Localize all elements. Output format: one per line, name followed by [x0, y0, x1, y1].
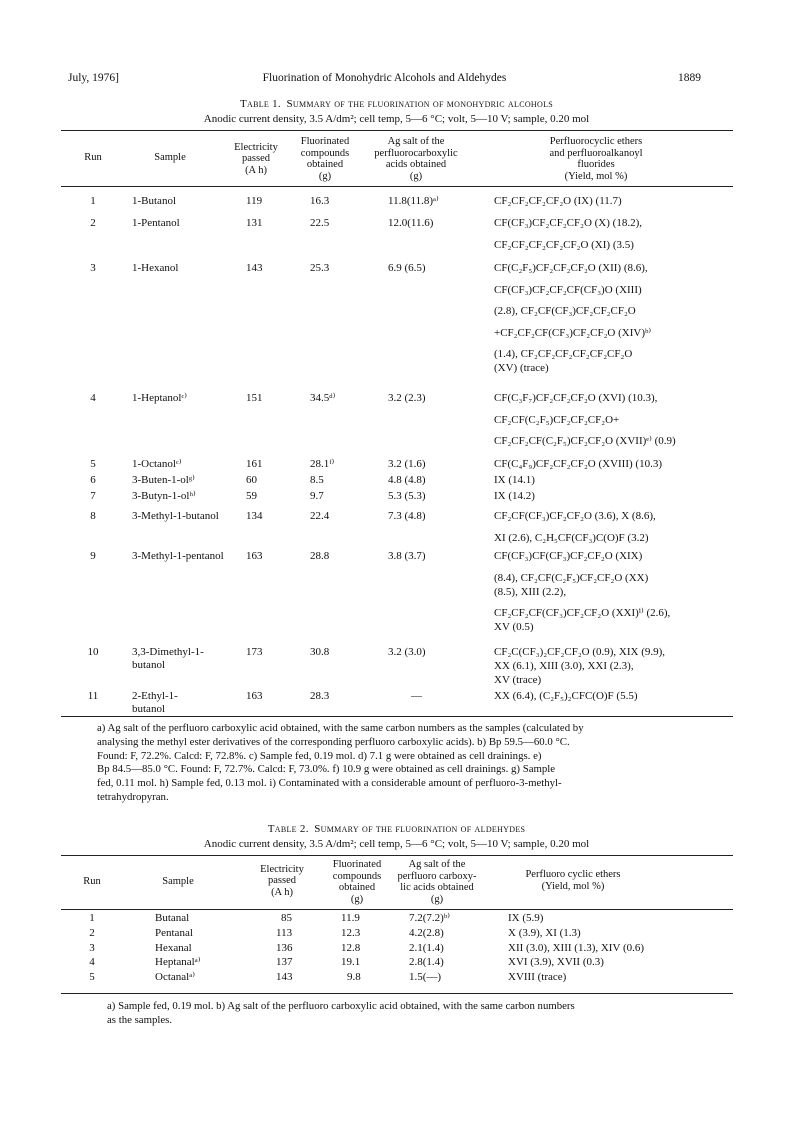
table2-col-ethers: Perfluoro cyclic ethers: [525, 869, 621, 880]
table2-cell-ethers: IX (5.9): [508, 912, 544, 924]
table1-col-ag-salt: perfluorocarboxylic: [374, 147, 458, 159]
table2-cell-fluorinated: 12.8: [341, 941, 361, 954]
table1-cell-ag-salt: 3.2 (3.0): [388, 646, 426, 658]
table1-cell-sample: butanol: [132, 659, 165, 671]
table2-cell-electricity: 85: [281, 912, 292, 924]
table2-cell-sample: Hexanal: [155, 941, 192, 954]
table2-cell-ethers: XII (3.0), XIII (1.3), XIV (0.6): [508, 941, 645, 954]
table1-col-electricity: Electricity: [234, 141, 278, 153]
table1-cell-run: 1: [90, 195, 96, 207]
table2-cell-run: 1: [89, 912, 95, 924]
table2-header-rule: [61, 909, 733, 910]
table2-cell-ethers: XVI (3.9), XVII (0.3): [508, 956, 604, 969]
table2-cell-electricity: 113: [276, 926, 293, 939]
table2-cell-run: 4: [89, 956, 95, 969]
table1-col-fluorinated: Fluorinated: [300, 136, 350, 147]
table1-col-sample: Sample: [154, 152, 186, 163]
table2-cell-sample: Heptanalᵃ⁾: [155, 956, 201, 969]
table1-col-fluorinated: compounds: [300, 147, 350, 159]
table1-cell-sample: butanol: [132, 703, 165, 715]
table1-cell-electricity: 143: [246, 262, 263, 274]
table1-cell-sample: 3-Methyl-1-pentanol: [132, 550, 224, 562]
table2-col-electricity: Electricity: [260, 863, 304, 875]
table1-cell-ethers: XI (2.6), C₂H₅CF(CF₃)C(O)F (3.2): [494, 531, 649, 544]
table1-col-fluorinated: (g): [318, 170, 332, 182]
table1-footnote-line: fed, 0.11 mol. h) Sample fed, 0.13 mol. i) Contaminated with a considerable amount of perfluoro-3-methyl-: [97, 777, 562, 790]
table2-cell-fluorinated: 19.1: [341, 956, 361, 969]
table1-cell-ethers: CF₂CF₂CF₂CF₂CF₂O (XI) (3.5): [494, 238, 634, 251]
table1-footnote-line: a) Ag salt of the perfluoro carboxylic acid obtained, with the same carbon numbers as the samples (calculated by: [97, 722, 584, 734]
table2-cell-ethers: X (3.9), XI (1.3): [508, 926, 581, 939]
page-number: 1889: [678, 72, 701, 84]
table1-col-ethers: and perfluoroalkanoyl: [549, 147, 643, 159]
table2-label: Table 2.: [267, 823, 309, 835]
table1-cell-ag-salt: 12.0(11.6): [388, 217, 434, 229]
table1-col-ag-salt: acids obtained: [385, 159, 447, 170]
table2-col-ag-salt: perfluoro carboxy-: [397, 870, 477, 882]
article-title: Fluorination of Monohydric Alcohols and Aldehydes: [262, 72, 507, 84]
table1-bottom-rule: [61, 716, 733, 717]
table1-cell-sample: 1-Octanolᶜ⁾: [132, 458, 182, 470]
table2-cell-ethers: XVIII (trace): [508, 971, 567, 984]
table1-cell-electricity: 119: [246, 195, 263, 207]
table1-cell-ethers: CF(C₄F₉)CF₂CF₂CF₂O (XVIII) (10.3): [494, 458, 662, 470]
table1-cell-electricity: 151: [246, 392, 263, 404]
table1-cell-electricity: 163: [246, 690, 263, 702]
table1-cell-ag-salt: 7.3 (4.8): [388, 510, 426, 522]
table1-cell-ag-salt: —: [411, 690, 422, 702]
table2-col-fluorinated: compounds: [332, 870, 382, 882]
table1-conditions: Anodic current density, 3.5 A/dm²; cell temp, 5—6 °C; volt, 5—10 V; sample, 0.20 mol: [203, 113, 590, 125]
table1-cell-fluorinated: 30.8: [310, 646, 330, 658]
table1-cell-ag-salt: 5.3 (5.3): [388, 490, 426, 502]
table2-col-electricity: passed: [268, 875, 296, 886]
table1-cell-ag-salt: 3.8 (3.7): [388, 550, 426, 562]
table2-cell-fluorinated: 12.3: [341, 926, 361, 939]
table1-cell-fluorinated: 8.5: [310, 474, 324, 486]
table1-cell-run: 2: [90, 217, 96, 229]
table2-col-ag-salt: lic acids obtained: [400, 882, 474, 893]
table2-cell-sample: Octanalᵃ⁾: [155, 971, 195, 984]
table2-top-rule: [61, 855, 733, 856]
table1-cell-ethers: XV (trace): [494, 674, 542, 686]
table2-col-run: Run: [83, 876, 101, 887]
table1-cell-ethers: XX (6.1), XIII (3.0), XXI (2.3),: [494, 660, 634, 672]
table1-col-ethers: fluorides: [577, 159, 615, 170]
table2-cell-electricity: 143: [276, 971, 293, 984]
running-header: [68, 72, 701, 88]
table1-cell-electricity: 59: [246, 490, 257, 502]
table1-cell-ag-salt: 3.2 (1.6): [388, 458, 426, 470]
table2-cell-run: 2: [89, 926, 95, 939]
table1-cell-fluorinated: 34.5ᵈ⁾: [310, 392, 336, 404]
table2-col-sample: Sample: [162, 876, 194, 887]
table1-col-electricity: passed: [242, 153, 270, 164]
table1-cell-ethers: CF(CF₃)CF₂CF₂CF(CF₃)O (XIII): [494, 283, 642, 296]
table1-cell-sample: 1-Butanol: [132, 195, 176, 207]
table1-top-rule: [61, 130, 733, 131]
table1-cell-ag-salt: 6.9 (6.5): [388, 262, 426, 274]
table1-cell-run: 10: [87, 646, 99, 658]
issue-date: July, 1976]: [68, 72, 120, 84]
table2-footnote-line: a) Sample fed, 0.19 mol. b) Ag salt of the perfluoro carboxylic acid obtained, with the same carbon numbers: [107, 1000, 575, 1012]
table2-cell-ag-salt: 4.2(2.8): [409, 926, 444, 939]
table1-cell-electricity: 134: [246, 510, 263, 522]
table1-cell-sample: 1-Pentanol: [132, 217, 180, 229]
table2-col-ag-salt: Ag salt of the: [408, 859, 466, 870]
table1-cell-run: 8: [90, 510, 96, 522]
table2-title: Summary of the fluorination of aldehydes: [314, 823, 526, 835]
table2-cell-sample: Butanal: [155, 912, 190, 924]
table1-cell-run: 9: [90, 550, 96, 562]
table2-cell-electricity: 136: [276, 941, 293, 954]
table1-cell-fluorinated: 9.7: [310, 490, 324, 502]
table2-col-ag-salt: (g): [430, 893, 444, 905]
table1-cell-ethers: CF(C₃F₇)CF₂CF₂CF₂O (XVI) (10.3),: [494, 392, 658, 404]
table2-col-fluorinated: Fluorinated: [332, 859, 382, 870]
table1-cell-ethers: (8.4), CF₂CF(C₂F₅)CF₂CF₂O (XX): [494, 571, 649, 584]
table2-col-ethers: (Yield, mol %): [541, 880, 605, 892]
table1-cell-run: 7: [90, 490, 96, 502]
table1-cell-electricity: 60: [246, 474, 257, 486]
table2-cell-ag-salt: 1.5(—): [409, 971, 442, 984]
table1-col-ag-salt: (g): [409, 170, 423, 182]
table1-cell-ethers: CF₂CF(C₂F₅)CF₂CF₂CF₂O+: [494, 413, 620, 426]
table1-col-ethers: (Yield, mol %): [564, 170, 628, 182]
table1-header-rule: [61, 186, 733, 187]
table1-cell-sample: 3-Butyn-1-olʰ⁾: [132, 490, 196, 502]
table1-cell-run: 3: [90, 262, 96, 274]
table1-col-run: Run: [84, 152, 102, 163]
table1-cell-sample: 3-Methyl-1-butanol: [132, 510, 219, 522]
table1-title: Summary of the fluorination of monohydric alcohols: [286, 98, 554, 110]
table2-cell-ag-salt: 2.1(1.4): [409, 941, 444, 954]
table1-cell-electricity: 173: [246, 646, 263, 658]
table1-cell-fluorinated: 25.3: [310, 262, 330, 274]
table1-cell-electricity: 163: [246, 550, 263, 562]
table1-footnote-line: tetrahydropyran.: [97, 791, 169, 803]
table1-cell-ethers: +CF₂CF₂CF(CF₃)CF₂CF₂O (XIV)ᵇ⁾: [494, 326, 652, 339]
table1-cell-ethers: (1.4), CF₂CF₂CF₂CF₂CF₂CF₂O: [494, 348, 633, 360]
table1-cell-sample: 3,3-Dimethyl-1-: [132, 646, 204, 658]
table1-cell-ethers: (8.5), XIII (2.2),: [494, 585, 567, 598]
table1-cell-electricity: 131: [246, 217, 263, 229]
table1-cell-ag-salt: 3.2 (2.3): [388, 392, 426, 404]
table1-cell-ethers: (2.8), CF₂CF(CF₃)CF₂CF₂CF₂O: [494, 305, 636, 317]
table2-cell-fluorinated: 9.8: [347, 971, 361, 984]
table1-cell-electricity: 161: [246, 458, 263, 470]
table1-cell-ethers: CF₂CF(CF₃)CF₂CF₂O (3.6), X (8.6),: [494, 510, 656, 522]
table2-footnote-line: as the samples.: [107, 1014, 173, 1026]
table2-col-electricity: (A h): [271, 886, 293, 898]
table1-cell-run: 5: [90, 458, 96, 470]
table1-cell-ethers: CF₂CF₂CF₂CF₂O (IX) (11.7): [494, 195, 622, 207]
table1-cell-ethers: IX (14.2): [494, 490, 535, 502]
table1-cell-ethers: CF₂CF₂CF(CF₃)CF₂CF₂O (XXI)ⁱ⁾ (2.6),: [494, 607, 671, 619]
table2-cell-fluorinated: 11.9: [341, 912, 360, 924]
table1-cell-run: 4: [90, 392, 96, 404]
table1-footnote-line: Found: F, 72.2%. Calcd: F, 72.8%. c) Sample fed, 0.19 mol. d) 7.1 g were obtained as cell drainings. e): [97, 749, 542, 762]
table1-footnote-line: analysing the methyl ester derivatives of the corresponding perfluoro carboxylic acids). b) Bp 59.5—60.0 °C.: [97, 735, 570, 748]
table1-cell-fluorinated: 28.1ᶠ⁾: [310, 458, 335, 470]
table1-cell-fluorinated: 28.8: [310, 550, 330, 562]
table2-cell-ag-salt: 7.2(7.2)ᵇ⁾: [409, 912, 450, 924]
table1-cell-sample: 1-Heptanolᶜ⁾: [132, 392, 187, 404]
table2-cell-ag-salt: 2.8(1.4): [409, 956, 444, 969]
table1-label: Table 1.: [239, 98, 281, 110]
table1-footnote-line: Bp 84.5—85.0 °C. Found: F, 72.7%. Calcd: F, 73.0%. f) 10.9 g were obtained as cell drainings. g) Sample: [97, 763, 556, 776]
table1-col-electricity: (A h): [245, 164, 267, 176]
table1-cell-ethers: CF₂C(CF₃)₂CF₂CF₂O (0.9), XIX (9.9),: [494, 646, 666, 658]
table2-cell-sample: Pentanal: [155, 926, 193, 939]
table2-cell-electricity: 137: [276, 956, 293, 969]
table2-col-fluorinated: (g): [350, 893, 364, 905]
table1-cell-run: 11: [87, 690, 99, 702]
table1-cell-ethers: XV (0.5): [494, 621, 534, 633]
table1-cell-ethers: CF(CF₃)CF₂CF₂CF₂O (X) (18.2),: [494, 217, 642, 229]
table1-cell-ag-salt: 4.8 (4.8): [388, 474, 426, 486]
table1-cell-fluorinated: 22.4: [310, 510, 330, 522]
table1-col-fluorinated: obtained: [306, 159, 344, 170]
table2-col-fluorinated: obtained: [338, 882, 376, 893]
table1-cell-run: 6: [90, 474, 96, 486]
table1-cell-fluorinated: 16.3: [310, 195, 330, 207]
table2-caption: [0, 822, 793, 836]
table2-conditions: Anodic current density, 3.5 A/dm²; cell temp, 5—6 °C; volt, 5—10 V; sample, 0.20 mol: [203, 838, 590, 850]
table2-cell-run: 5: [89, 971, 95, 984]
table1-cell-ethers: (XV) (trace): [494, 362, 549, 374]
table1-cell-sample: 1-Hexanol: [132, 262, 179, 274]
table1-col-ag-salt: Ag salt of the: [387, 136, 445, 147]
table1-cell-ethers: CF(C₂F₅)CF₂CF₂CF₂O (XII) (8.6),: [494, 262, 648, 274]
table1-cell-ethers: IX (14.1): [494, 474, 535, 486]
table2-bottom-rule: [61, 993, 733, 994]
table1-caption: [0, 97, 793, 111]
table1-cell-sample: 3-Buten-1-olᵍ⁾: [132, 474, 195, 486]
table1-cell-fluorinated: 22.5: [310, 217, 330, 229]
table1-cell-ethers: CF₂CF₂CF(C₂F₅)CF₂CF₂O (XVII)ᵉ⁾ (0.9): [494, 435, 676, 447]
table2-cell-run: 3: [89, 941, 95, 954]
table1-cell-fluorinated: 28.3: [310, 690, 330, 702]
table1-cell-ag-salt: 11.8(11.8)ᵃ⁾: [388, 195, 439, 207]
table1-cell-sample: 2-Ethyl-1-: [132, 690, 178, 702]
table1-cell-ethers: CF(CF₃)CF(CF₃)CF₂CF₂O (XIX): [494, 550, 643, 562]
table1-col-ethers: Perfluorocyclic ethers: [549, 136, 643, 147]
table1-cell-ethers: XX (6.4), (C₂F₅)₂CFC(O)F (5.5): [494, 690, 638, 702]
